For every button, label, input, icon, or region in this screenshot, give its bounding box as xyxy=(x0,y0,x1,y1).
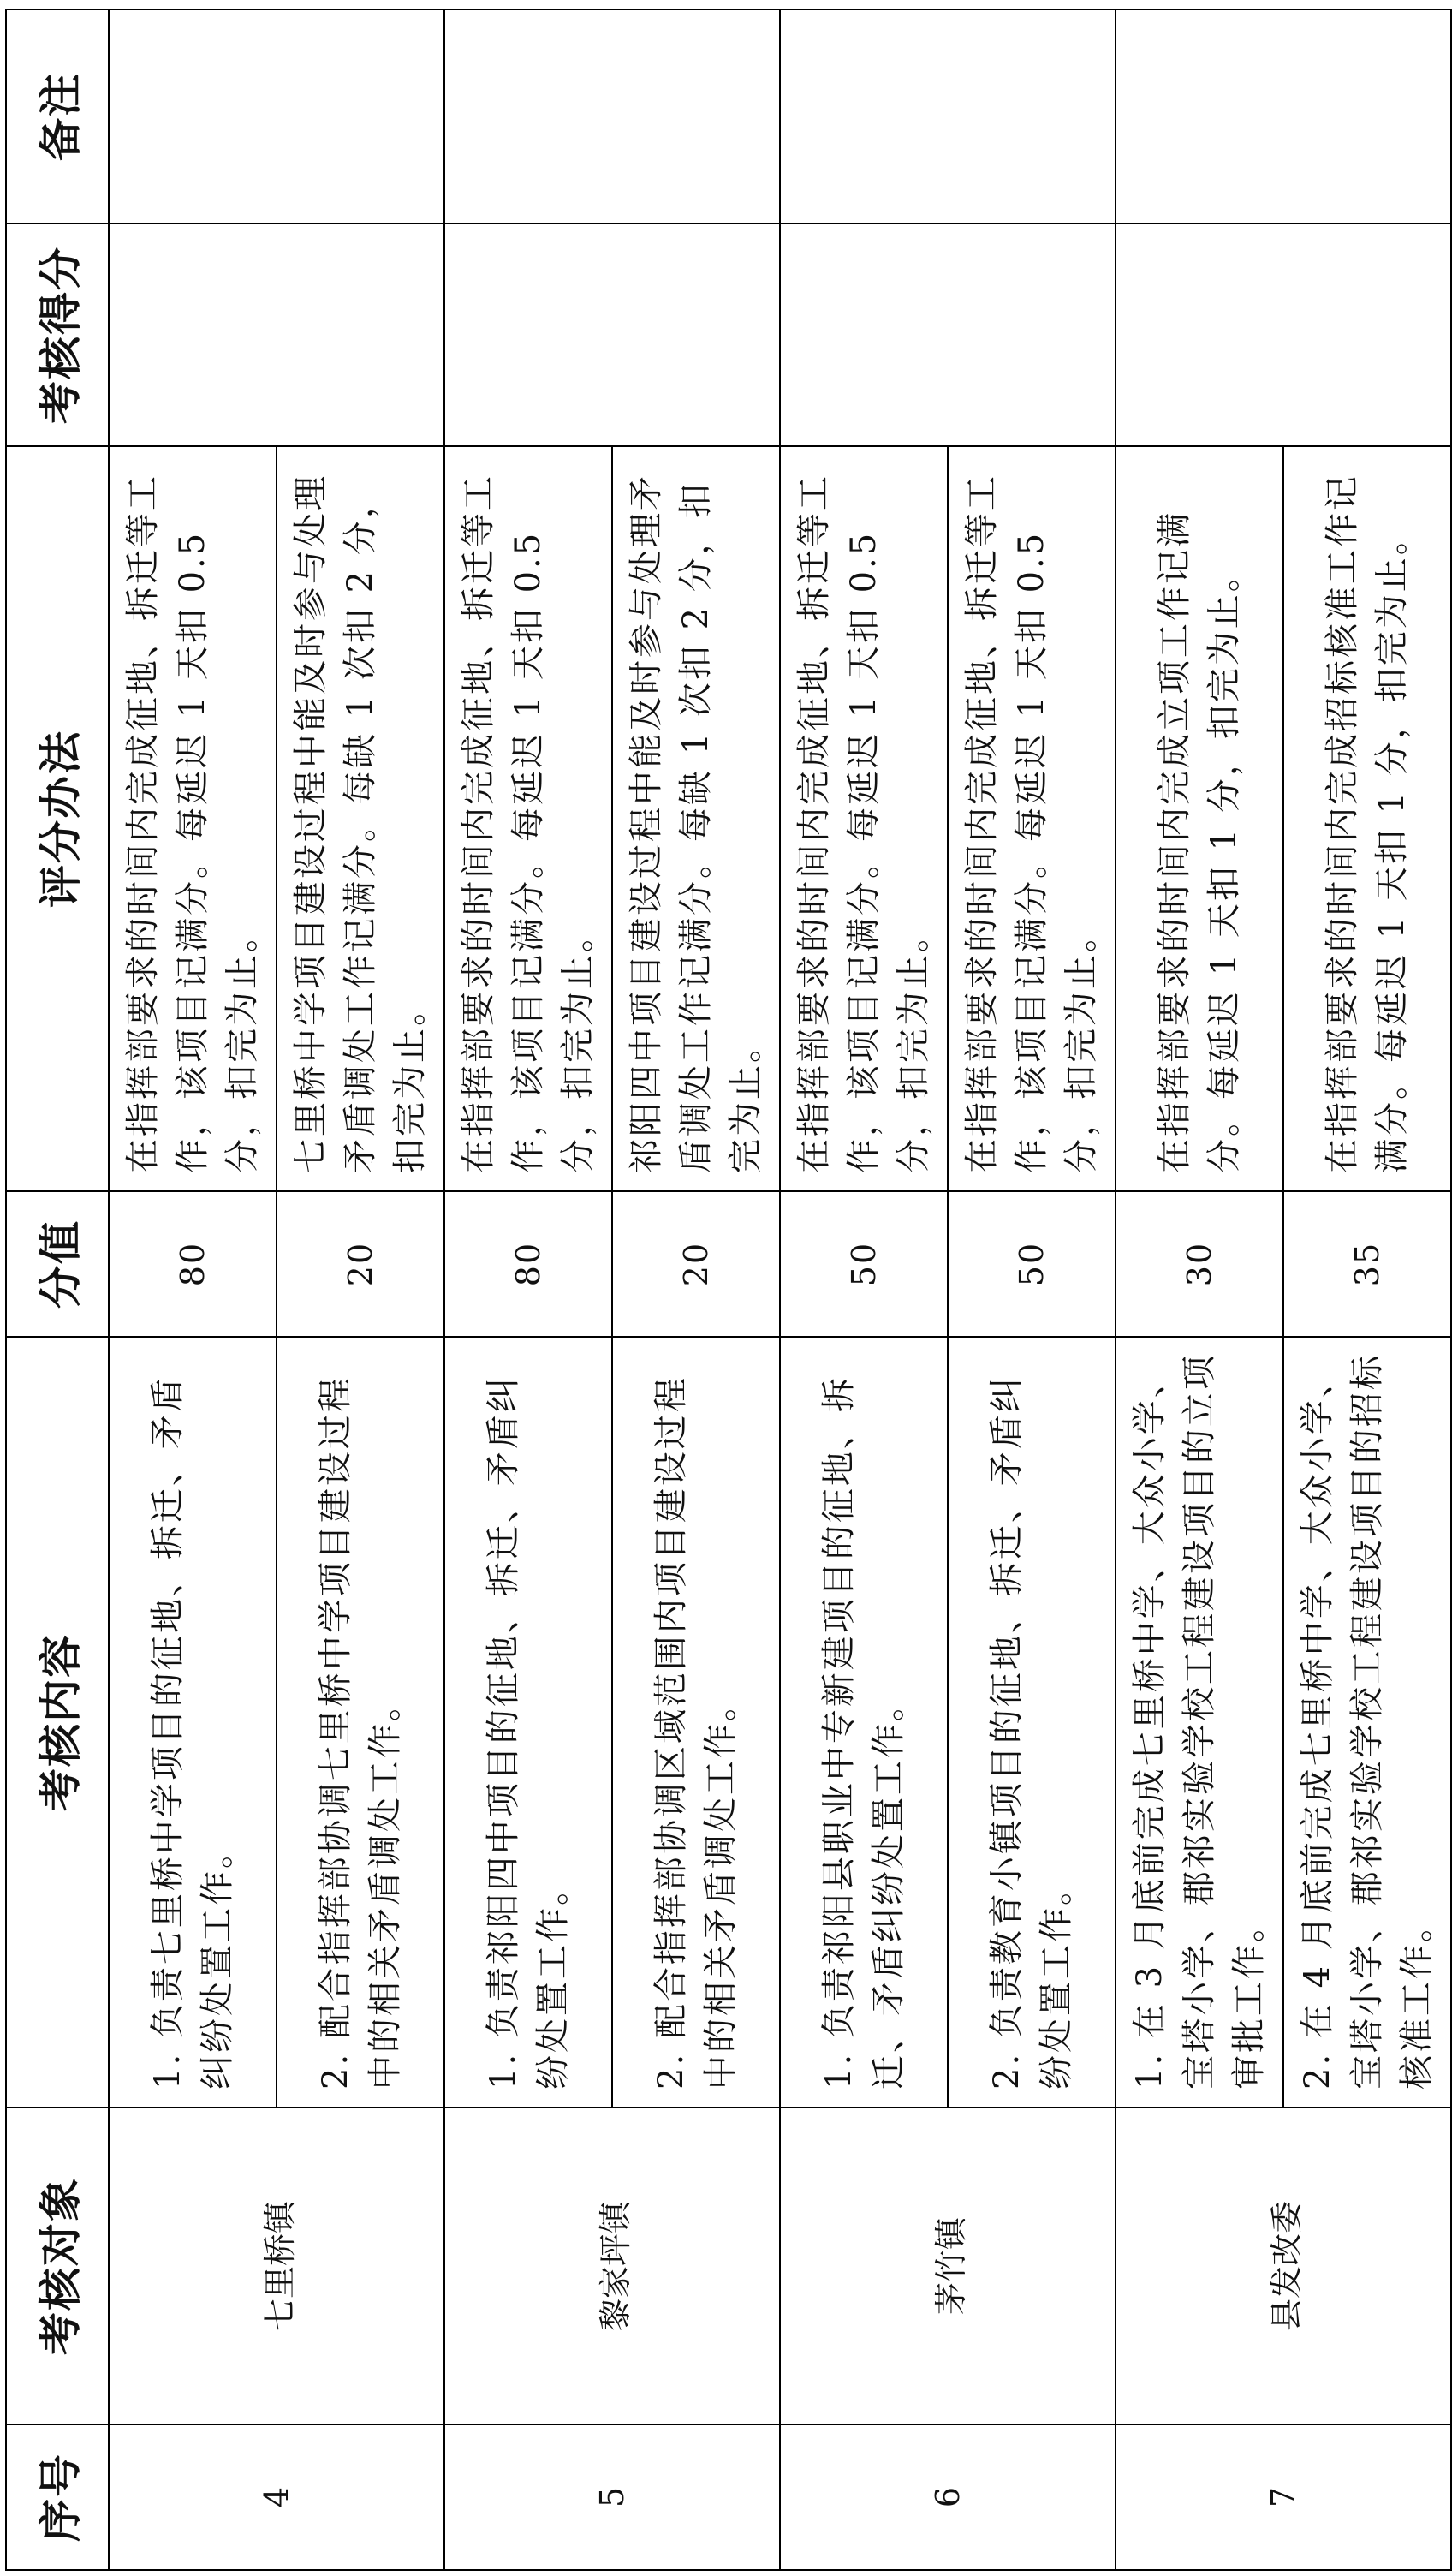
points-cell: 80 xyxy=(444,1191,612,1337)
method-cell: 祁阳四中项目建设过程中能及时参与处理矛盾调处工作记满分。每缺 1 次扣 2 分，扣完为止。 xyxy=(612,446,780,1191)
table-row xyxy=(1116,9,1283,2570)
header-points: 分值 xyxy=(6,1191,109,1337)
target-cell: 茅竹镇 xyxy=(780,2108,1116,2424)
seq-cell: 4 xyxy=(109,2424,444,2570)
header-row xyxy=(6,9,109,2570)
content-cell: 2. 配合指挥部协调区域范围内项目建设过程中的相关矛盾调处工作。 xyxy=(612,1337,780,2108)
content-cell: 1. 负责祁阳县职业中专新建项目的征地、拆迁、矛盾纠纷处置工作。 xyxy=(780,1337,948,2108)
table-row xyxy=(444,9,612,2570)
content-cell: 1. 在 3 月底前完成七里桥中学、大众小学、宝塔小学、郡祁实验学校工程建设项目的立项审批工作。 xyxy=(1116,1337,1283,2108)
target-cell: 七里桥镇 xyxy=(109,2108,444,2424)
score-cell xyxy=(109,224,444,446)
table-row xyxy=(109,9,277,2570)
assessment-table xyxy=(5,9,1452,2571)
seq-cell: 5 xyxy=(444,2424,780,2570)
target-cell: 黎家坪镇 xyxy=(444,2108,780,2424)
header-seq: 序号 xyxy=(6,2424,109,2570)
content-cell: 2. 在 4 月底前完成七里桥中学、大众小学、宝塔小学、郡祁实验学校工程建设项目的招标核准工作。 xyxy=(1283,1337,1451,2108)
seq-cell: 6 xyxy=(780,2424,1116,2570)
points-cell: 20 xyxy=(277,1191,444,1337)
remark-cell xyxy=(780,9,1116,224)
header-target: 考核对象 xyxy=(6,2108,109,2424)
points-cell: 50 xyxy=(780,1191,948,1337)
content-cell: 2. 配合指挥部协调七里桥中学项目建设过程中的相关矛盾调处工作。 xyxy=(277,1337,444,2108)
header-score: 考核得分 xyxy=(6,224,109,446)
table-row xyxy=(780,9,948,2570)
remark-cell xyxy=(1116,9,1451,224)
header-content: 考核内容 xyxy=(6,1337,109,2108)
method-cell: 在指挥部要求的时间内完成招标核准工作记满分。每延迟 1 天扣 1 分，扣完为止。 xyxy=(1283,446,1451,1191)
score-cell xyxy=(780,224,1116,446)
method-cell: 七里桥中学项目建设过程中能及时参与处理矛盾调处工作记满分。每缺 1 次扣 2 分，扣完为止。 xyxy=(277,446,444,1191)
remark-cell xyxy=(109,9,444,224)
points-cell: 35 xyxy=(1283,1191,1451,1337)
seq-cell: 7 xyxy=(1116,2424,1451,2570)
method-cell: 在指挥部要求的时间内完成征地、拆迁等工作，该项目记满分。每延迟 1 天扣 0.5 分，扣完为止。 xyxy=(948,446,1116,1191)
method-cell: 在指挥部要求的时间内完成征地、拆迁等工作，该项目记满分。每延迟 1 天扣 0.5 分，扣完为止。 xyxy=(109,446,277,1191)
score-cell xyxy=(1116,224,1451,446)
content-cell: 1. 负责祁阳四中项目的征地、拆迁、矛盾纠纷处置工作。 xyxy=(444,1337,612,2108)
method-cell: 在指挥部要求的时间内完成征地、拆迁等工作，该项目记满分。每延迟 1 天扣 0.5 分，扣完为止。 xyxy=(444,446,612,1191)
content-cell: 1. 负责七里桥中学项目的征地、拆迁、矛盾纠纷处置工作。 xyxy=(109,1337,277,2108)
header-remark: 备注 xyxy=(6,9,109,224)
remark-cell xyxy=(444,9,780,224)
content-cell: 2. 负责教育小镇项目的征地、拆迁、矛盾纠纷处置工作。 xyxy=(948,1337,1116,2108)
score-cell xyxy=(444,224,780,446)
header-method: 评分办法 xyxy=(6,446,109,1191)
method-cell: 在指挥部要求的时间内完成征地、拆迁等工作，该项目记满分。每延迟 1 天扣 0.5 分，扣完为止。 xyxy=(780,446,948,1191)
target-cell: 县发改委 xyxy=(1116,2108,1451,2424)
points-cell: 80 xyxy=(109,1191,277,1337)
points-cell: 30 xyxy=(1116,1191,1283,1337)
method-cell: 在指挥部要求的时间内完成立项工作记满分。每延迟 1 天扣 1 分，扣完为止。 xyxy=(1116,446,1283,1191)
points-cell: 20 xyxy=(612,1191,780,1337)
points-cell: 50 xyxy=(948,1191,1116,1337)
